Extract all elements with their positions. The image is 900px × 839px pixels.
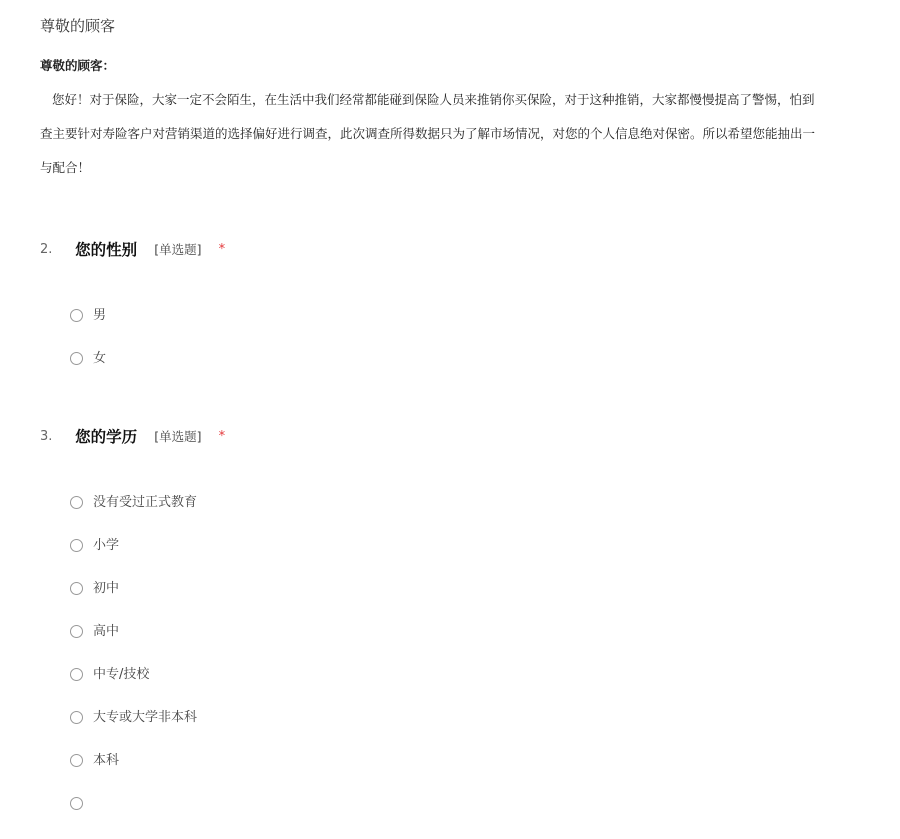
question-type-tag: [单选题] xyxy=(154,428,202,444)
intro-line: 查主要针对寿险客户对营销渠道的选择偏好进行调查，此次调查所得数据只为了解市场情况，对您的个人信息绝对保密。所以希望您能抽出一 xyxy=(40,126,816,141)
radio-button[interactable] xyxy=(70,668,83,681)
option-list xyxy=(70,308,900,394)
intro-line: 与配合！ xyxy=(40,160,91,175)
option-label: 高中 xyxy=(93,624,120,639)
intro-section xyxy=(40,56,900,185)
radio-button[interactable] xyxy=(70,352,83,365)
required-marker: * xyxy=(218,428,226,444)
radio-button[interactable] xyxy=(70,754,83,767)
option-label: 男 xyxy=(93,308,107,323)
option-college[interactable] xyxy=(70,710,900,753)
intro-line: 您好！对于保险，大家一定不会陌生，在生活中我们经常都能碰到保险人员来推销你买保险，对于这种推销，大家都慢慢提高了警惕，怕到 xyxy=(52,92,815,107)
option-list xyxy=(70,495,900,839)
radio-button[interactable] xyxy=(70,582,83,595)
option-senior-high[interactable] xyxy=(70,624,900,667)
question-title: 您的学历 xyxy=(75,427,138,446)
question-gender xyxy=(40,237,900,394)
option-label: 中专/技校 xyxy=(93,667,150,682)
option-male[interactable] xyxy=(70,308,900,351)
radio-button[interactable] xyxy=(70,625,83,638)
option-female[interactable] xyxy=(70,351,900,394)
question-header xyxy=(40,424,900,448)
question-type-tag: [单选题] xyxy=(154,241,202,257)
option-label: 初中 xyxy=(93,581,120,596)
option-label: 本科 xyxy=(93,753,120,768)
radio-button[interactable] xyxy=(70,797,83,810)
option-label: 没有受过正式教育 xyxy=(93,495,198,510)
radio-button[interactable] xyxy=(70,539,83,552)
question-title: 您的性别 xyxy=(75,240,138,259)
radio-button[interactable] xyxy=(70,309,83,322)
required-marker: * xyxy=(218,241,226,257)
option-no-formal-education[interactable] xyxy=(70,495,900,538)
page-title: 尊敬的顾客 xyxy=(40,17,116,35)
option-bachelor[interactable] xyxy=(70,753,900,796)
radio-button[interactable] xyxy=(70,496,83,509)
option-primary-school[interactable] xyxy=(70,538,900,581)
option-junior-high[interactable] xyxy=(70,581,900,624)
question-number: 2. xyxy=(40,241,53,257)
intro-salutation: 尊敬的顾客： xyxy=(40,58,116,73)
option-partial[interactable] xyxy=(70,796,900,839)
question-number: 3. xyxy=(40,428,53,444)
radio-button[interactable] xyxy=(70,711,83,724)
option-label: 女 xyxy=(93,351,107,366)
question-header xyxy=(40,237,900,261)
option-label: 小学 xyxy=(93,538,120,553)
question-education xyxy=(40,424,900,839)
option-label: 大专或大学非本科 xyxy=(93,710,198,725)
option-vocational[interactable] xyxy=(70,667,900,710)
